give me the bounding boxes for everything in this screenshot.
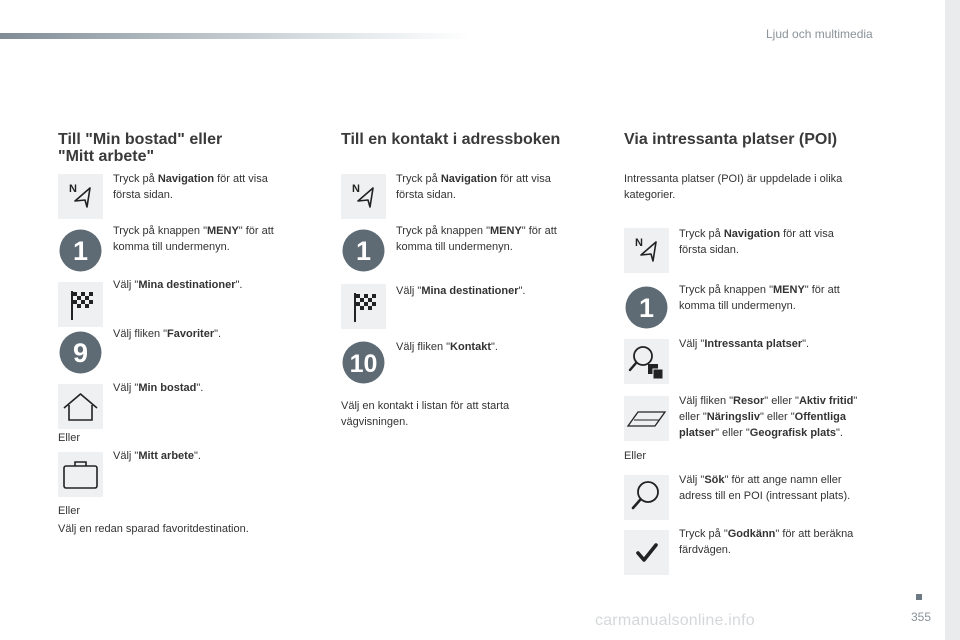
col2-step-destinations: Välj "Mina destinationer". xyxy=(396,285,526,297)
col1-step-navigation: Tryck på Navigation för att visa första sidan. xyxy=(113,173,268,201)
poi-search-icon xyxy=(624,339,669,384)
svg-text:1: 1 xyxy=(355,236,372,266)
col2-final-note: Välj en kontakt i listan för att starta vägvisningen. xyxy=(341,400,510,428)
page-edge-bar xyxy=(945,0,960,640)
col3-step-categories: Välj fliken "Resor" eller "Aktiv fritid" eller "Näringsliv" eller "Offentliga platser" eller "Geografisk plats". xyxy=(679,395,858,439)
navigation-icon xyxy=(58,174,103,219)
col3-intro: Intressanta platser (POI) är uppdelade i olika kategorier. xyxy=(624,173,843,201)
page-number: 355 xyxy=(911,610,932,624)
checkmark-icon xyxy=(624,530,669,575)
step-number-9 xyxy=(58,330,103,375)
step-number-1 xyxy=(341,228,386,273)
header-decor-bar xyxy=(0,33,470,39)
page-marker xyxy=(916,594,922,600)
svg-text:1: 1 xyxy=(72,236,89,266)
step-number-1 xyxy=(58,228,103,273)
svg-text:N: N xyxy=(352,183,360,195)
col3-step-menu: Tryck på knappen "MENY" för att komma till undermenyn. xyxy=(679,284,840,312)
col3-step-search: Välj "Sök" för att ange namn eller adress till en POI (intressant plats). xyxy=(679,474,851,502)
home-icon xyxy=(58,384,103,429)
col3-step-confirm: Tryck på "Godkänn" för att beräkna färdvägen. xyxy=(679,528,854,556)
col1-step-favorites: Välj fliken "Favoriter". xyxy=(113,328,222,340)
checkered-flag-icon xyxy=(58,282,103,327)
col1-step-work: Välj "Mitt arbete". xyxy=(113,450,201,462)
svg-text:10: 10 xyxy=(349,350,378,378)
navigation-icon xyxy=(341,174,386,219)
col3-step-navigation: Tryck på Navigation för att visa första sidan. xyxy=(679,228,834,256)
section-title: Ljud och multimedia xyxy=(766,27,873,41)
col1-step-menu: Tryck på knappen "MENY" för att komma till undermenyn. xyxy=(113,225,274,253)
svg-text:N: N xyxy=(69,183,77,195)
road-category-icon xyxy=(624,396,669,441)
briefcase-icon xyxy=(58,452,103,497)
search-icon xyxy=(624,475,669,520)
col1-final-note: Välj en redan sparad favoritdestination. xyxy=(58,523,249,535)
col1-step-home: Välj "Min bostad". xyxy=(113,382,204,394)
svg-text:9: 9 xyxy=(72,338,89,368)
col1-or-2: Eller xyxy=(58,505,81,517)
col3-step-poi: Välj "Intressanta platser". xyxy=(679,338,810,350)
col3-or-1: Eller xyxy=(624,450,647,462)
col1-title: Till "Min bostad" eller "Mitt arbete" xyxy=(58,131,223,165)
navigation-icon xyxy=(624,228,669,273)
svg-text:N: N xyxy=(635,237,643,249)
col1-step-destinations: Välj "Mina destinationer". xyxy=(113,279,243,291)
step-number-10 xyxy=(341,340,386,385)
watermark: carmanualsonline.info xyxy=(595,612,755,629)
col2-step-menu: Tryck på knappen "MENY" för att komma till undermenyn. xyxy=(396,225,557,253)
col1-or-1: Eller xyxy=(58,432,81,444)
svg-text:1: 1 xyxy=(638,293,655,323)
step-number-1 xyxy=(624,285,669,330)
checkered-flag-icon xyxy=(341,284,386,329)
col2-step-navigation: Tryck på Navigation för att visa första sidan. xyxy=(396,173,551,201)
col2-title: Till en kontakt i adressboken xyxy=(341,131,561,148)
col2-step-contact: Välj fliken "Kontakt". xyxy=(396,341,498,353)
col3-title: Via intressanta platser (POI) xyxy=(624,131,838,148)
